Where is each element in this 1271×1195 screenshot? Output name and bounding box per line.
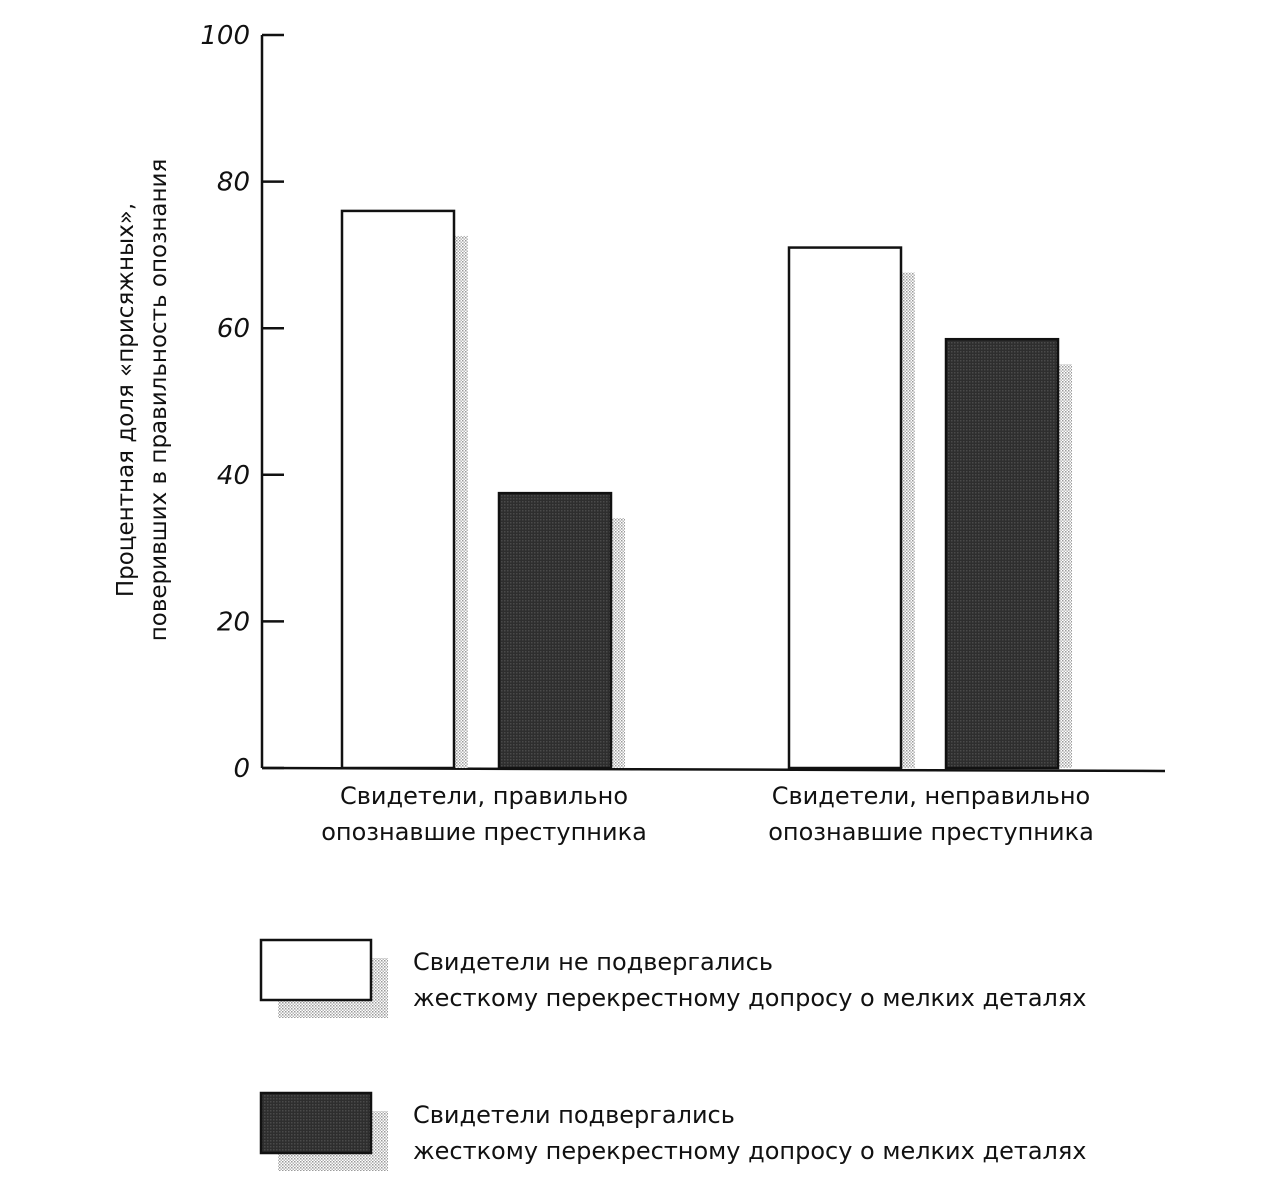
y-tick-label: 80: [216, 167, 250, 198]
legend: [261, 940, 1087, 1171]
category-label: опознавшие преступника: [321, 818, 647, 846]
bar-shadow: [611, 518, 625, 768]
y-tick-label: 40: [216, 460, 250, 491]
y-axis-ticks: [200, 21, 284, 784]
y-tick-label: 20: [216, 607, 250, 638]
y-axis-title: [113, 159, 172, 642]
y-tick-label: 100: [200, 21, 250, 51]
bar-shadow: [454, 236, 468, 768]
legend-label: Свидетели не подвергались: [413, 948, 773, 976]
category-label: опознавшие преступника: [768, 818, 1094, 846]
y-axis-title-line: Процентная доля «присяжных»,: [113, 202, 139, 598]
category-labels: [321, 782, 1094, 846]
legend-swatch: [261, 1093, 371, 1153]
y-axis-title-line: поверивших в правильность опознания: [146, 158, 172, 642]
bars: [342, 211, 1072, 768]
bar-shadow: [1058, 364, 1072, 768]
legend-label: жесткому перекрестному допросу о мелких деталях: [413, 984, 1087, 1012]
bar-cross-examined-2: [946, 339, 1058, 768]
bar-cross-examined-1: [499, 493, 611, 768]
y-tick-label: 60: [216, 314, 250, 345]
bar-not-cross-examined-1: [342, 211, 454, 768]
legend-label: Свидетели подвергались: [413, 1101, 735, 1129]
bar-shadow: [901, 273, 915, 768]
category-label: Свидетели, неправильно: [771, 782, 1091, 810]
legend-label: жесткому перекрестному допросу о мелких деталях: [413, 1137, 1087, 1165]
legend-swatch: [261, 940, 371, 1000]
category-label: Свидетели, правильно: [339, 782, 629, 810]
y-tick-label: 0: [233, 754, 250, 784]
bar-not-cross-examined-2: [789, 248, 901, 768]
